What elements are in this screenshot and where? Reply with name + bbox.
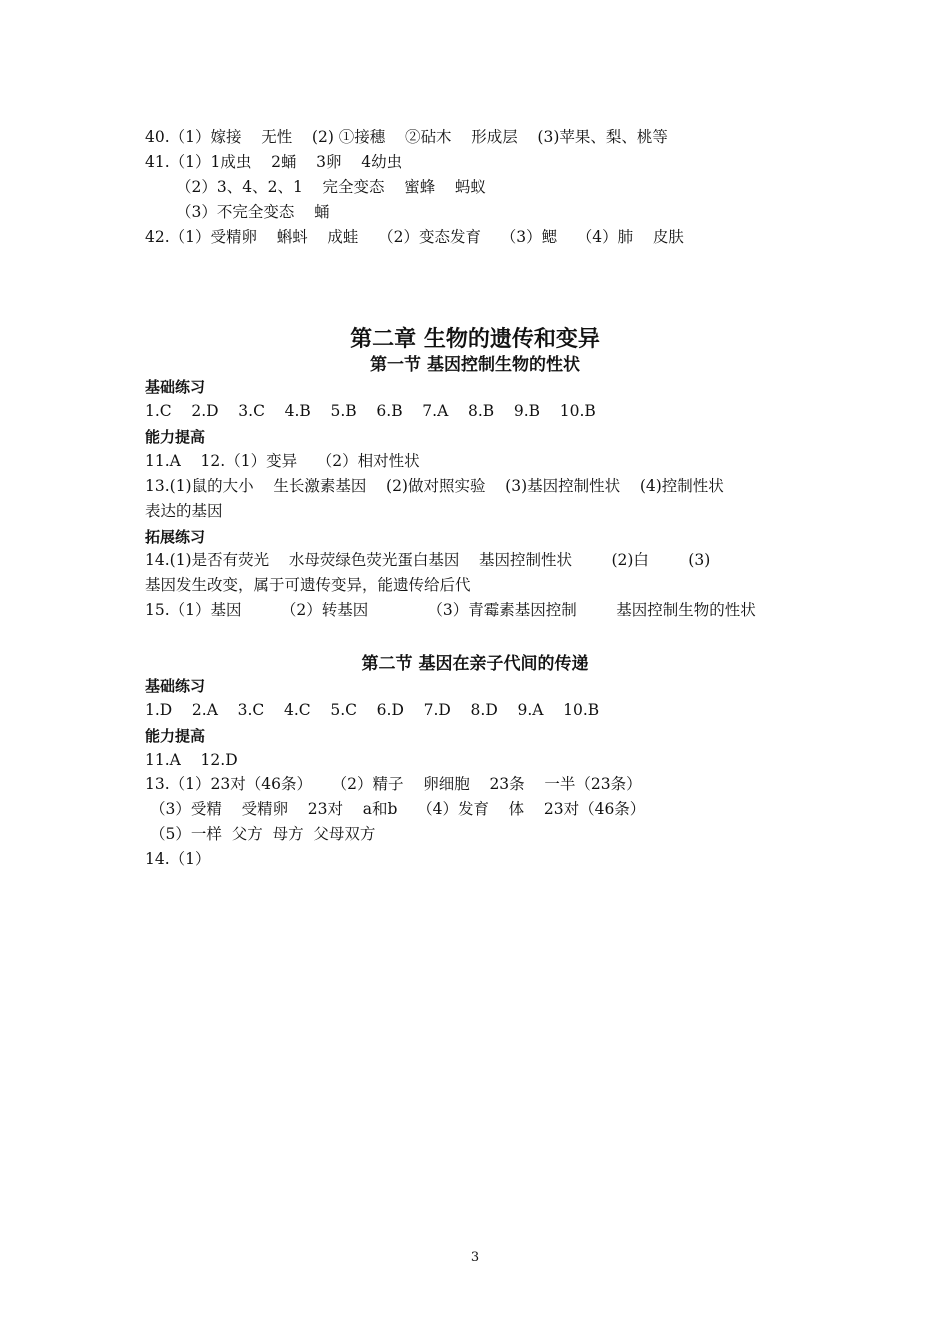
answer-41-part1: 41.（1）1成虫 2蛹 3卵 4幼虫 (145, 153, 403, 171)
section1-answer-14-line1: 14.(1)是否有荧光 水母荧绿色荧光蛋白基因 基因控制性状 (2)白 (3) (145, 551, 711, 569)
section1-answer-13-line2: 表达的基因 (145, 502, 223, 520)
answer-40: 40.（1）嫁接 无性 (2) ①接穗 ②砧木 形成层 (3)苹果、梨、桃等 (145, 128, 668, 146)
section2-answer-13-line1: 13.（1）23对（46条） （2）精子 卵细胞 23条 一半（23条） (145, 775, 642, 793)
answer-41-part3: （3）不完全变态 蛹 (176, 203, 330, 221)
section2-basic-label: 基础练习 (145, 677, 206, 695)
section1-answer-11-12: 11.A 12.（1）变异 （2）相对性状 (145, 452, 420, 470)
section2-ability-label: 能力提高 (145, 727, 206, 745)
section1-extension-label: 拓展练习 (145, 528, 206, 546)
page-number: 3 (470, 1250, 480, 1265)
section2-answer-11-12: 11.A 12.D (145, 751, 238, 769)
chapter-title: 第二章 生物的遗传和变异 (350, 327, 600, 352)
section2-title: 第二节 基因在亲子代间的传递 (361, 654, 589, 674)
answer-41-part2: （2）3、4、2、1 完全变态 蜜蜂 蚂蚁 (176, 178, 486, 196)
section1-title: 第一节 基因控制生物的性状 (370, 355, 580, 375)
section1-answer-15: 15.（1）基因 （2）转基因 （3）青霉素基因控制 基因控制生物的性状 (145, 601, 756, 619)
section2-answer-13-line2: （3）受精 受精卵 23对 a和b （4）发育 体 23对（46条） (150, 800, 646, 818)
section1-basic-answers: 1.C 2.D 3.C 4.B 5.B 6.B 7.A 8.B 9.B 10.B (145, 402, 596, 420)
answer-42: 42.（1）受精卵 蝌蚪 成蛙 （2）变态发育 （3）鳃 （4）肺 皮肤 (145, 228, 684, 246)
section1-basic-label: 基础练习 (145, 378, 206, 396)
section2-basic-answers: 1.D 2.A 3.C 4.C 5.C 6.D 7.D 8.D 9.A 10.B (145, 701, 600, 719)
section2-answer-14: 14.（1） (145, 850, 211, 868)
section1-answer-14-line2: 基因发生改变，属于可遗传变异，能遗传给后代 (145, 576, 471, 594)
section1-ability-label: 能力提高 (145, 428, 206, 446)
section1-answer-13-line1: 13.(1)鼠的大小 生长激素基因 (2)做对照实验 (3)基因控制性状 (4)控制性状 (145, 477, 724, 495)
section2-answer-13-line3: （5）一样 父方 母方 父母双方 (150, 825, 376, 843)
